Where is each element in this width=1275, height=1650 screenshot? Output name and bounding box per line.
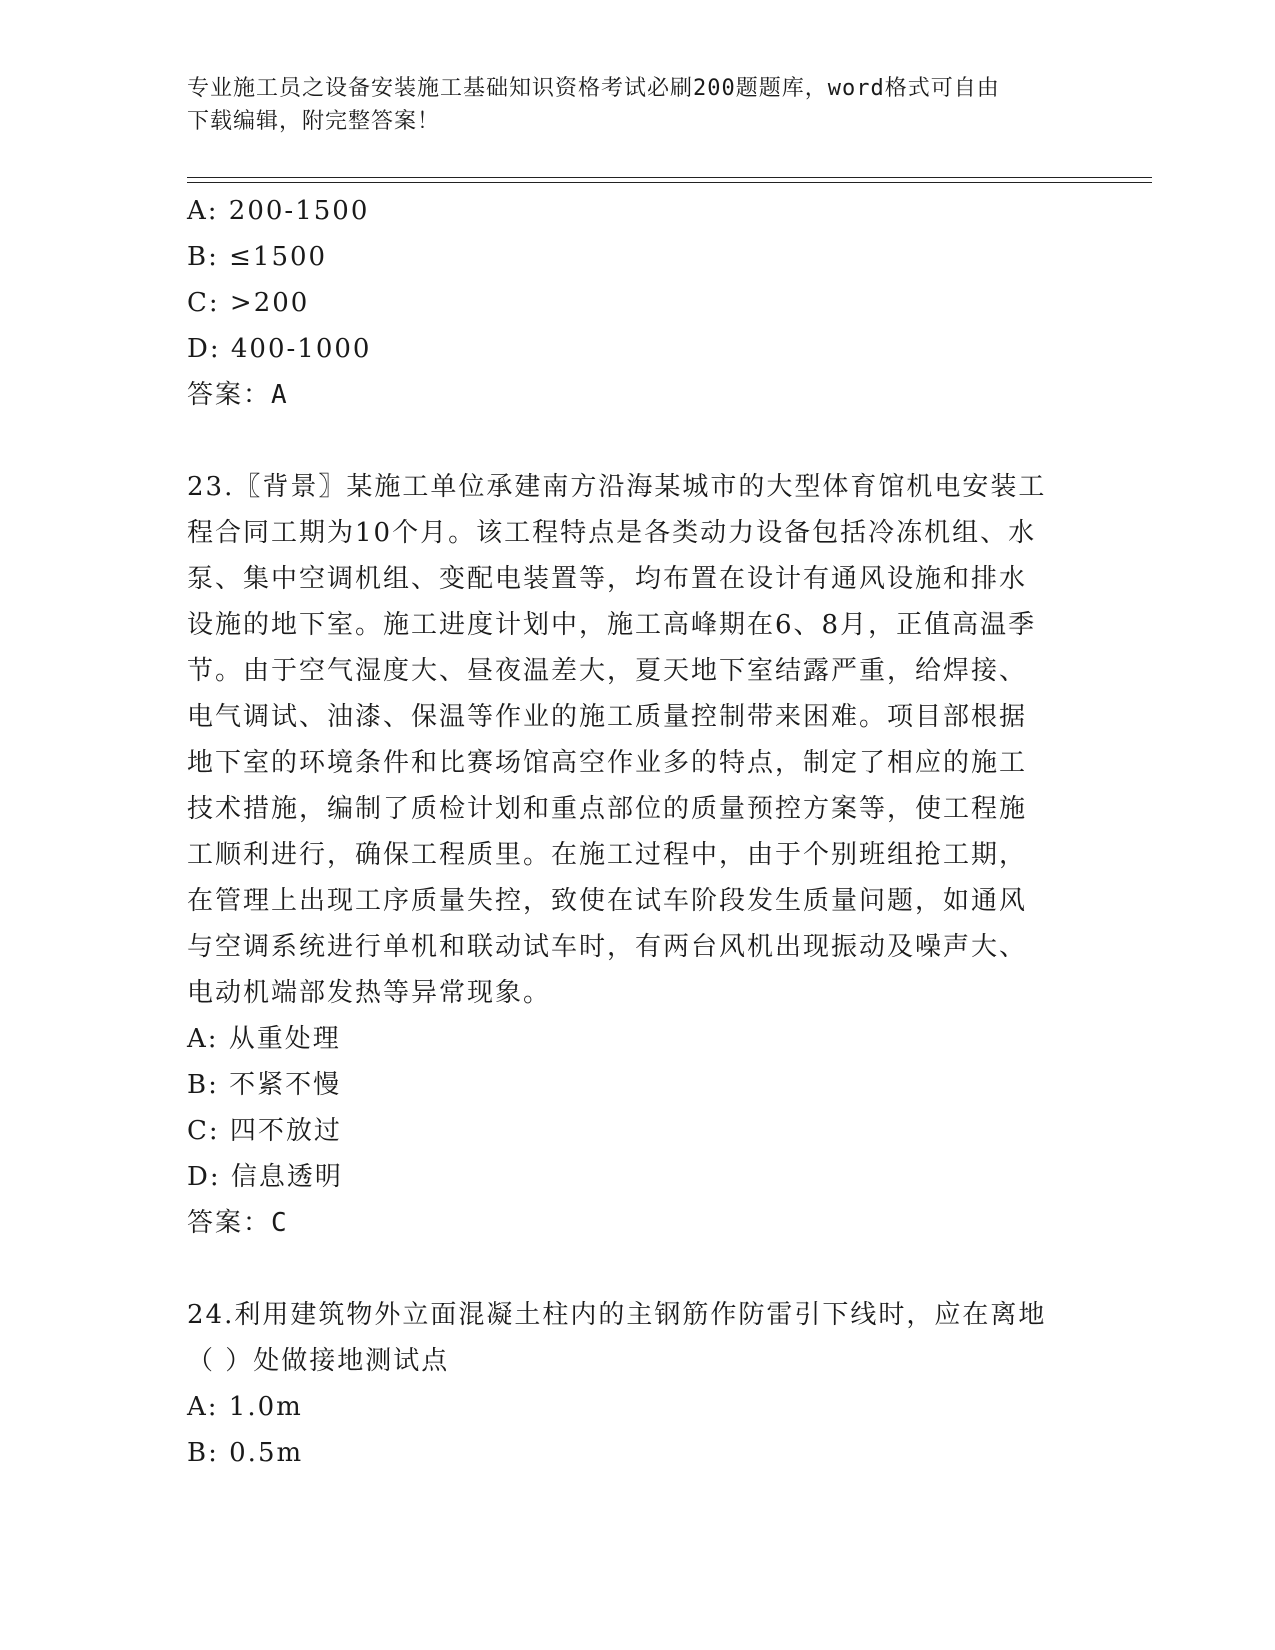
header-line-2: 下载编辑，附完整答案！ [187, 109, 441, 134]
header-divider-top [187, 177, 1152, 178]
stem-line: 技术措施，编制了质检计划和重点部位的质量预控方案等，使工程施 [187, 794, 1028, 824]
option-d: D: 信息透明 [187, 1162, 343, 1192]
stem-line: 与空调系统进行单机和联动试车时，有两台风机出现振动及噪声大、 [187, 932, 1028, 962]
option-a: A: 1.0m [187, 1392, 303, 1422]
stem-line: 程合同工期为10个月。该工程特点是各类动力设备包括冷冻机组、水 [187, 518, 1037, 548]
option-b: B: 0.5m [187, 1438, 304, 1468]
header-divider-bottom [187, 182, 1152, 183]
question-content [187, 188, 1087, 1476]
option-b: B: ≤1500 [187, 242, 328, 272]
question-22-options [187, 188, 1087, 372]
stem-line: 24.利用建筑物外立面混凝土柱内的主钢筋作防雷引下线时，应在离地 [187, 1300, 1047, 1330]
option-c: C: >200 [187, 288, 310, 318]
spacer [187, 418, 1087, 464]
question-24-options [187, 1384, 1087, 1476]
option-d: D: 400-1000 [187, 334, 372, 364]
option-b: B: 不紧不慢 [187, 1070, 342, 1100]
stem-line: 23.〖背景〗某施工单位承建南方沿海某城市的大型体育馆机电安装工 [187, 472, 1047, 502]
stem-line: 设施的地下室。施工进度计划中，施工高峰期在6、8月，正值高温季 [187, 610, 1037, 640]
question-23-answer: 答案：C [187, 1208, 289, 1238]
stem-line: （ ）处做接地测试点 [187, 1346, 450, 1376]
option-a: A: 200-1500 [187, 196, 370, 226]
header-line-1: 专业施工员之设备安装施工基础知识资格考试必刷200题题库，word格式可自由 [187, 76, 1000, 101]
document-header [187, 72, 1067, 138]
stem-line: 工顺利进行，确保工程质里。在施工过程中，由于个别班组抢工期， [187, 840, 1028, 870]
stem-line: 在管理上出现工序质量失控，致使在试车阶段发生质量问题，如通风 [187, 886, 1028, 916]
question-24-stem [187, 1292, 1087, 1384]
stem-line: 电气调试、油漆、保温等作业的施工质量控制带来困难。项目部根据 [187, 702, 1028, 732]
question-23-options [187, 1016, 1087, 1200]
spacer [187, 1246, 1087, 1292]
option-a: A: 从重处理 [187, 1024, 341, 1054]
stem-line: 节。由于空气湿度大、昼夜温差大，夏天地下室结露严重，给焊接、 [187, 656, 1028, 686]
option-c: C: 四不放过 [187, 1116, 342, 1146]
question-22-answer: 答案：A [187, 380, 289, 410]
stem-line: 泵、集中空调机组、变配电装置等，均布置在设计有通风设施和排水 [187, 564, 1028, 594]
stem-line: 地下室的环境条件和比赛场馆高空作业多的特点，制定了相应的施工 [187, 748, 1028, 778]
stem-line: 电动机端部发热等异常现象。 [187, 978, 552, 1008]
question-23-stem [187, 464, 1087, 1016]
